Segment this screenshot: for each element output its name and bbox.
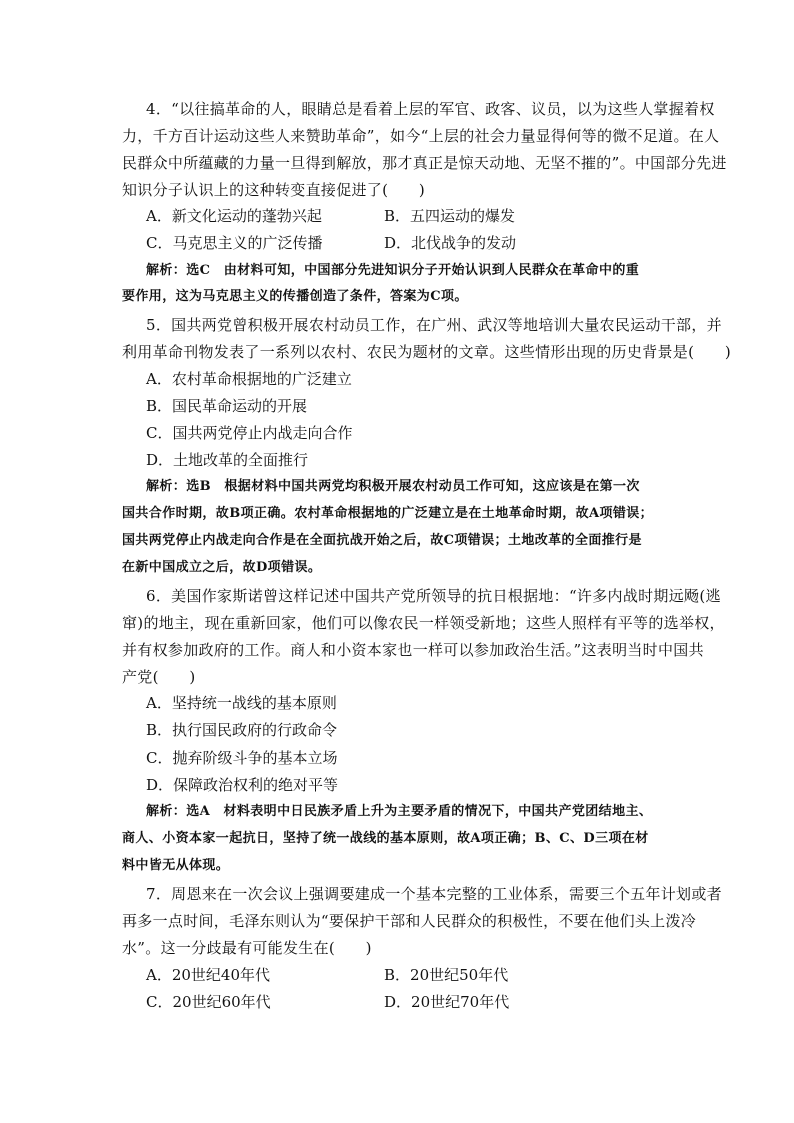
question-6-stem-line: 产党( )	[122, 668, 196, 686]
question-5-option-c: C．国共两党停止内战走向合作	[146, 424, 353, 442]
question-5-explanation-line: 解析：选B 根据材料中国共两党均积极开展农村动员工作可知，这应该是在第一次	[146, 479, 640, 494]
question-4-stem-line: 力，千方百计运动这些人来赞助革命”，如今“上层的社会力量显得何等的微不足道。在人	[122, 127, 720, 145]
question-7-stem-line: 水”。这一分歧最有可能发生在( )	[122, 939, 372, 957]
question-4-stem-line: 民群众中所蕴藏的力量一旦得到解放，那才真正是惊天动地、无坚不摧的”。中国部分先进	[122, 154, 727, 172]
question-4-option-d: D．北伐战争的发动	[384, 234, 517, 252]
question-6-stem-line: 窜)的地主，现在重新回家，他们可以像农民一样领受新地；这些人照样有平等的选举权，	[122, 614, 725, 632]
question-4-explanation-line: 解析：选C 由材料可知，中国部分先进知识分子开始认识到人民群众在革命中的重	[146, 263, 640, 278]
question-7-option-a: A．20世纪40年代	[146, 966, 271, 984]
question-7-option-d: D．20世纪70年代	[384, 993, 510, 1011]
question-5-stem-line: 利用革命刊物发表了一系列以农村、农民为题材的文章。这些情形出现的历史背景是( )	[122, 343, 732, 361]
question-4-stem-line: 知识分子认识上的这种转变直接促进了( )	[122, 181, 426, 199]
question-4-explanation-line: 要作用，这为马克思主义的传播创造了条件，答案为C项。	[122, 289, 468, 304]
question-6-option-d: D．保障政治权利的绝对平等	[146, 776, 339, 794]
question-4-option-a: A．新文化运动的蓬勃兴起	[146, 207, 322, 225]
question-4-stem-line: 4．“以往搞革命的人，眼睛总是看着上层的军官、政客、议员，以为这些人掌握着权	[146, 100, 715, 118]
question-7-stem-line: 再多一点时间，毛泽东则认为“要保护干部和人民群众的积极性，不要在他们头上泼冷	[122, 912, 697, 930]
question-6-stem-line: 6．美国作家斯诺曾这样记述中国共产党所领导的抗日根据地：“许多内战时期远飏(逃	[146, 587, 721, 605]
question-5-explanation-line: 国共两党停止内战走向合作是在全面抗战开始之后，故C项错误；土地改革的全面推行是	[122, 533, 642, 548]
question-5-option-b: B．国民革命运动的开展	[146, 397, 308, 415]
question-6-option-a: A．坚持统一战线的基本原则	[146, 694, 337, 712]
question-5-option-a: A．农村革命根据地的广泛建立	[146, 370, 352, 388]
question-5-explanation-line: 在新中国成立之后，故D项错误。	[122, 560, 322, 575]
question-6-explanation-line: 料中皆无从体现。	[122, 858, 230, 873]
question-5-stem-line: 5．国共两党曾积极开展农村动员工作，在广州、武汉等地培训大量农民运动干部，并	[146, 316, 722, 334]
question-5-option-d: D．土地改革的全面推行	[146, 451, 309, 469]
question-7-stem-line: 7．周恩来在一次会议上强调要建成一个基本完整的工业体系，需要三个五年计划或者	[146, 885, 722, 903]
question-4-option-b: B．五四运动的爆发	[384, 207, 516, 225]
question-6-option-b: B．执行国民政府的行政命令	[146, 721, 338, 739]
question-6-explanation-line: 商人、小资本家一起抗日，坚持了统一战线的基本原则，故A项正确；B、C、D三项在材	[122, 831, 649, 846]
question-6-option-c: C．抛弃阶级斗争的基本立场	[146, 749, 338, 767]
question-7-option-c: C．20世纪60年代	[146, 993, 271, 1011]
question-7-option-b: B．20世纪50年代	[384, 966, 509, 984]
question-6-explanation-line: 解析：选A 材料表明中日民族矛盾上升为主要矛盾的情况下，中国共产党团结地主、	[146, 804, 653, 819]
question-5-explanation-line: 国共合作时期，故B项正确。农村革命根据地的广泛建立是在土地革命时期，故A项错误；	[122, 506, 654, 521]
question-4-option-c: C．马克思主义的广泛传播	[146, 234, 323, 252]
question-6-stem-line: 并有权参加政府的工作。商人和小资本家也一样可以参加政治生活。”这表明当时中国共	[122, 641, 704, 659]
